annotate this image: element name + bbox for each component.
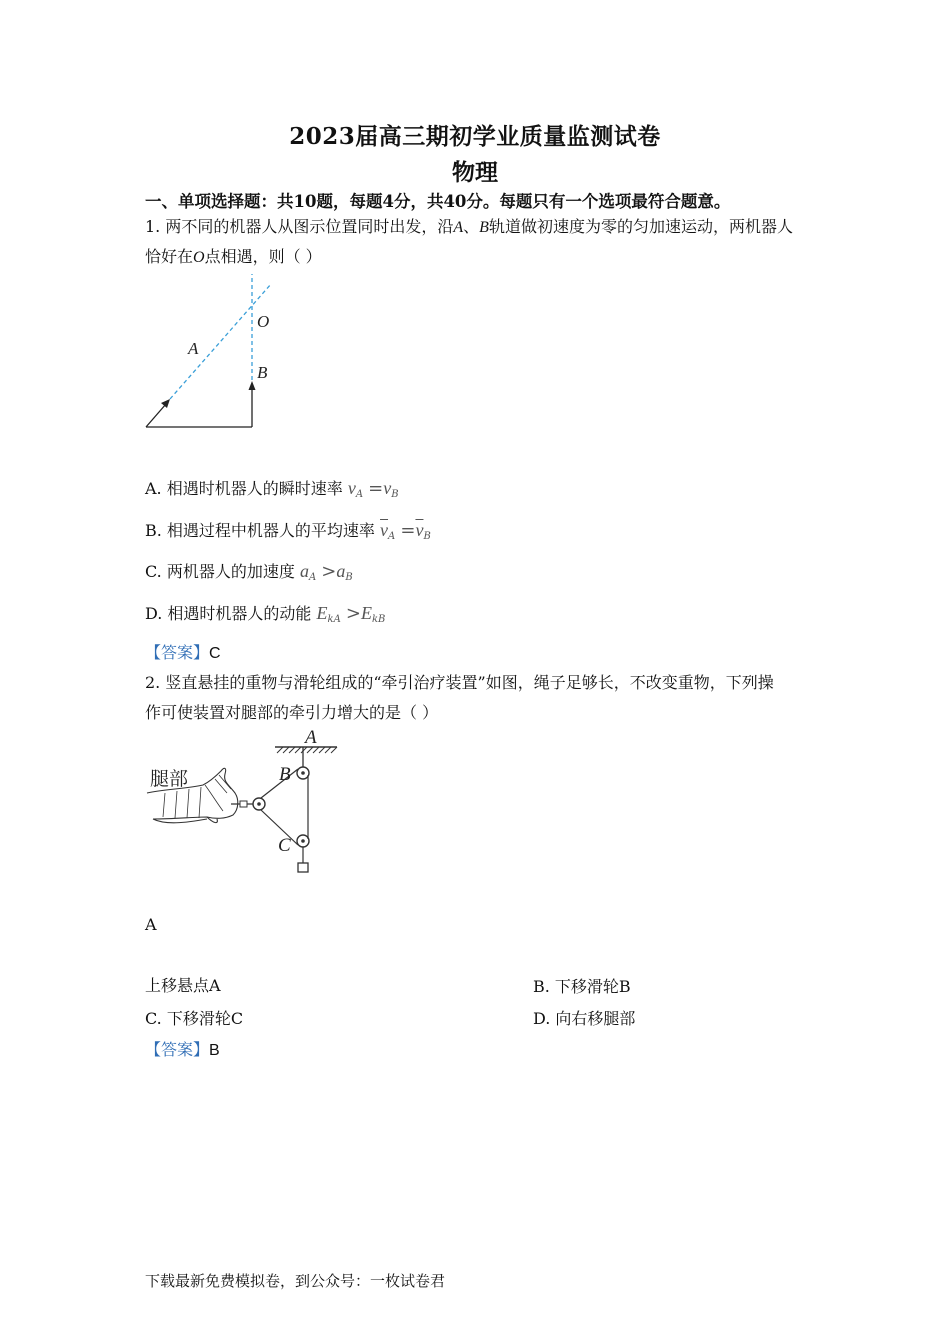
q1-var-b: B (479, 219, 489, 236)
q1-option-a-op: = (368, 478, 384, 499)
q2-stem-line1: 2. 竖直悬挂的重物与滑轮组成的“牵引治疗装置”如图，绳子足够长，不改变重物，下列操 (145, 673, 774, 692)
q2-weight (298, 863, 308, 872)
q2-option-d: D. 向右移腿部 (533, 1009, 636, 1028)
q1-option-c-label: C. 两机器人的加速度 (145, 562, 295, 581)
q2-option-b: B. 下移滑轮B (533, 977, 631, 996)
q1-option-b-var2: $\overline{v}$ (415, 520, 424, 540)
q2-figure (145, 727, 345, 877)
q1-sep: 、 (463, 217, 480, 236)
q1-option-c-var2: a (336, 561, 346, 581)
q1-option-d-var2: E (361, 603, 372, 623)
q1-track-a-solid (146, 404, 166, 427)
q1-arrow-a (161, 399, 170, 408)
q2-stem-line2: 作可使装置对腿部的牵引力增大的是（ ） (145, 703, 439, 722)
q2-answer-value: B (209, 1042, 220, 1059)
q1-var-a: A (453, 219, 464, 236)
q1-option-a-var: v (347, 478, 356, 498)
q1-stem-text: 1. 两不同的机器人从图示位置同时出发，沿 (145, 217, 454, 236)
q1-option-d-label: D. 相遇时机器人的动能 (145, 604, 312, 623)
q1-option-b-sub1: A (388, 531, 396, 542)
q1-option-d (145, 601, 385, 625)
q1-option-d-op: > (345, 603, 361, 624)
q1-option-c-var: a (299, 561, 309, 581)
q1-answer (145, 640, 221, 663)
q2-option-a: 上移悬点A (145, 976, 221, 995)
q1-stem-text-3: 恰好在 (145, 247, 194, 266)
q1-figure-label-a: A (188, 339, 199, 358)
q1-option-d-var: E (316, 603, 328, 623)
q1-option-a-sub2: B (391, 489, 399, 500)
q1-figure (140, 272, 290, 437)
q1-option-c-sub1: A (308, 572, 317, 583)
q1-figure-label-o: O (257, 312, 270, 331)
q1-stem-line1 (145, 214, 793, 237)
q1-option-a-label: A. 相遇时机器人的瞬时速率 (145, 479, 343, 498)
q1-option-c-op: > (321, 561, 337, 582)
q1-var-o: O (193, 249, 205, 266)
q1-stem-text-2: 轨道做初速度为零的匀加速运动，两机器人 (488, 217, 793, 236)
q1-stem-text-4: 点相遇，则（ ） (204, 247, 322, 266)
q2-answer-tag: 【答案】 (145, 1040, 210, 1059)
q1-answer-value: C (209, 645, 221, 662)
q1-figure-label-b: B (257, 363, 268, 382)
q2-option-a-letter: A (145, 915, 157, 934)
section-heading: 一、单项选择题：共10题，每题4分，共40分。每题只有一个选项最符合题意。 (145, 192, 731, 211)
q1-option-a (145, 476, 399, 500)
q1-option-b-label: B. 相遇过程中机器人的平均速率 (145, 521, 375, 540)
q1-option-a-sub1: A (355, 489, 364, 500)
q1-track-a-dashed (170, 284, 271, 399)
q2-option-c: C. 下移滑轮C (145, 1009, 244, 1028)
q2-figure-label-b: B (279, 764, 291, 785)
q1-option-d-sub2: kB (372, 614, 386, 625)
q1-option-b-sub2: B (423, 531, 431, 542)
q1-option-b-op: = (400, 520, 416, 541)
q2-figure-label-c: C (278, 835, 291, 856)
q1-option-b (145, 518, 431, 542)
q2-answer (145, 1037, 220, 1060)
q1-option-b-var: $\overline{v}$ (380, 520, 389, 540)
q1-option-a-var2: v (383, 478, 392, 498)
q2-figure-label-leg: 腿部 (150, 769, 189, 790)
q2-figure-label-a: A (305, 727, 317, 748)
q1-option-c-sub2: B (345, 572, 353, 583)
q1-option-d-sub1: kA (327, 614, 341, 625)
q1-stem-line2 (145, 244, 322, 267)
footer-note: 下载最新免费模拟卷，到公众号：一枚试卷君 (145, 1272, 446, 1290)
q1-arrow-b (249, 381, 256, 390)
q1-option-c (145, 559, 353, 583)
paper-title: 2023届高三期初学业质量监测试卷 (289, 123, 661, 150)
q1-answer-tag: 【答案】 (145, 643, 210, 662)
paper-subject: 物理 (452, 159, 498, 186)
